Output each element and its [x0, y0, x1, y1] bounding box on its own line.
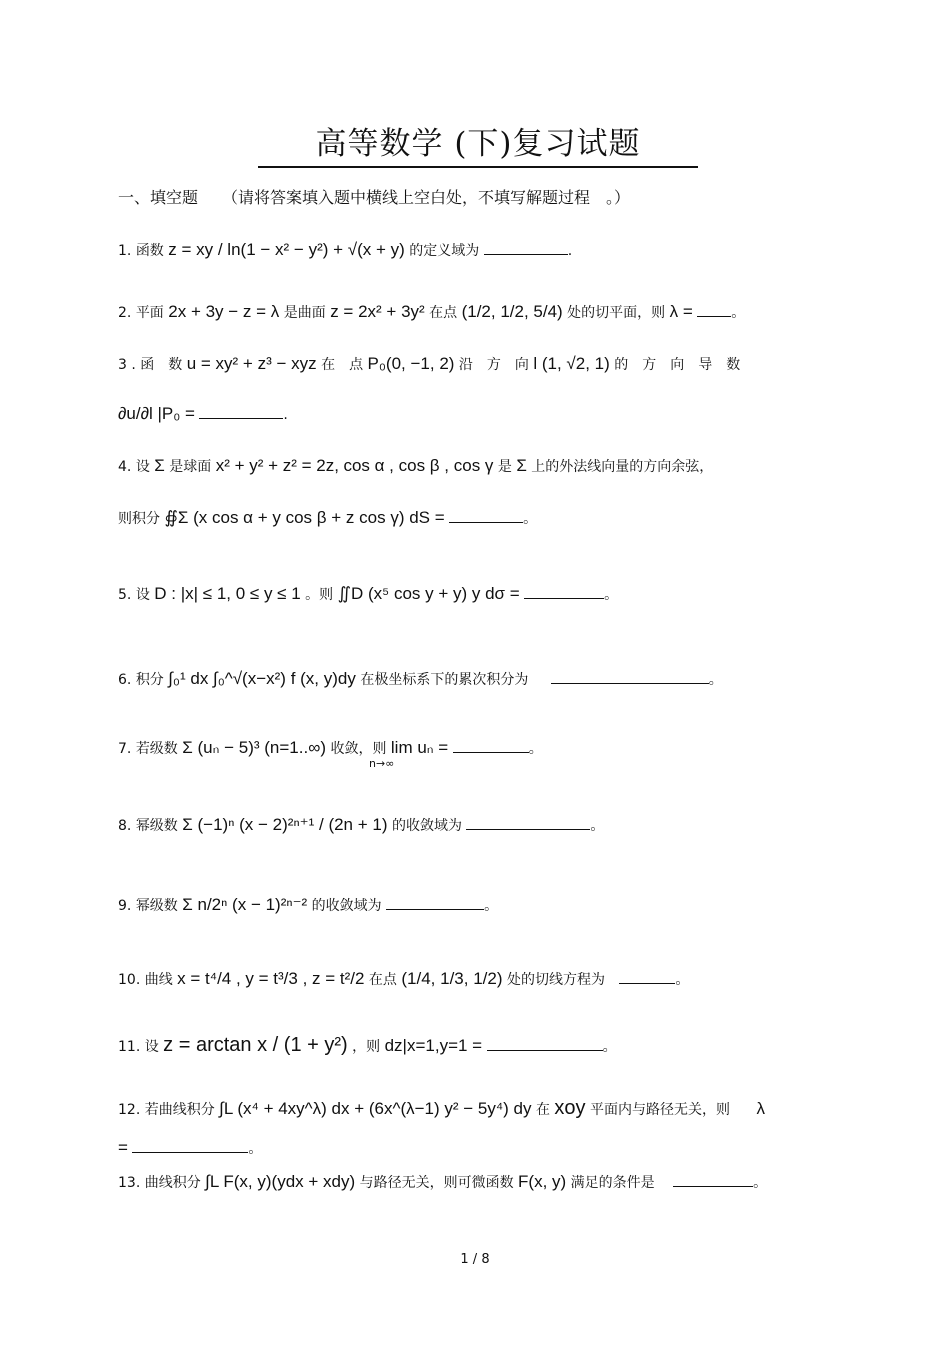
question-8	[118, 813, 604, 838]
answer-blank[interactable]	[619, 969, 675, 984]
page-title: 高等数学 (下)复习试题	[258, 122, 698, 168]
punctuation: 。	[675, 972, 690, 988]
punctuation: 。	[753, 1175, 768, 1191]
question-13	[118, 1170, 767, 1195]
question-text: 在极坐标系下的累次积分为	[360, 672, 529, 688]
question-text: 在 点	[321, 357, 364, 373]
math-symbol: =	[118, 1138, 128, 1157]
question-4-continued	[118, 506, 537, 531]
punctuation: 。	[590, 818, 605, 834]
question-text: 在	[535, 1102, 550, 1118]
question-text: 若级数	[135, 741, 178, 757]
question-text: 处的切平面，则	[567, 305, 666, 321]
math-integral: ∫L F(x, y)(ydx + xdy)	[205, 1172, 356, 1191]
math-vector: l (1, √2, 1)	[533, 354, 610, 373]
question-text: 与路径无关，则可微函数	[359, 1175, 514, 1191]
question-11	[118, 1033, 617, 1059]
math-domain: D : |x| ≤ 1, 0 ≤ y ≤ 1	[154, 584, 301, 603]
math-expression: z = xy / ln(1 − x² − y²) + √(x + y)	[168, 240, 405, 259]
punctuation: 。	[604, 587, 619, 603]
punctuation: 。	[731, 305, 746, 321]
punctuation: 。	[523, 511, 538, 527]
question-text: 幂级数	[135, 898, 178, 914]
question-5	[118, 582, 618, 607]
answer-blank[interactable]	[453, 738, 529, 753]
question-number: 11.	[118, 1039, 141, 1055]
math-symbol: λ	[756, 1099, 765, 1118]
punctuation: 。	[484, 898, 499, 914]
question-number: 13.	[118, 1175, 141, 1191]
math-point: (1/4, 1/3, 1/2)	[401, 969, 503, 988]
math-expression: 2x + 3y − z = λ	[168, 302, 280, 321]
answer-blank[interactable]	[386, 895, 484, 910]
math-limit: lim uₙ =	[390, 738, 449, 757]
math-integral: ∯Σ (x cos α + y cos β + z cos γ) dS =	[164, 508, 445, 527]
question-number: 1.	[118, 243, 132, 259]
question-number: 10.	[118, 972, 141, 988]
question-text: 若曲线积分	[144, 1102, 215, 1118]
question-text: 沿 方 向	[458, 357, 529, 373]
question-10	[118, 967, 689, 992]
answer-blank[interactable]	[551, 669, 709, 684]
section-title: 一、填空题	[118, 188, 199, 207]
section-heading	[118, 185, 630, 208]
limit-subscript	[369, 752, 394, 776]
question-text: 设	[135, 587, 150, 603]
sigma-symbol: Σ	[154, 456, 165, 475]
question-text: ，则	[352, 1039, 381, 1055]
question-text: 收敛，则	[330, 741, 387, 757]
math-series: Σ (uₙ − 5)³ (n=1..∞)	[182, 738, 326, 757]
math-expression: λ =	[669, 302, 693, 321]
question-text: 设	[135, 459, 150, 475]
question-text: 函数	[135, 243, 164, 259]
question-text: 的收敛域为	[391, 818, 462, 834]
punctuation: .	[283, 407, 288, 423]
math-expression: u = xy² + z³ − xyz	[186, 354, 317, 373]
math-expression: z = 2x² + 3y²	[330, 302, 425, 321]
question-6	[118, 667, 723, 692]
question-text: 在点	[429, 305, 458, 321]
question-2	[118, 300, 745, 325]
question-3	[118, 352, 740, 377]
math-expression: x² + y² + z² = 2z,	[215, 456, 339, 475]
question-number: 9.	[118, 898, 132, 914]
section-note: （请将答案填入题中横线上空白处，不填写解题过程 。）	[222, 188, 631, 207]
math-series: Σ (−1)ⁿ (x − 2)²ⁿ⁺¹ / (2n + 1)	[182, 815, 388, 834]
math-expression: ∂u/∂l |P₀ =	[118, 404, 195, 423]
answer-blank[interactable]	[697, 302, 731, 317]
question-7	[118, 736, 543, 761]
question-text: 平面内与路径无关，则	[590, 1102, 730, 1118]
question-9	[118, 893, 498, 918]
sigma-symbol: Σ	[516, 456, 527, 475]
punctuation: 。	[602, 1039, 617, 1055]
question-text: 的 方 向 导 数	[614, 357, 741, 373]
question-text: 满足的条件是	[570, 1175, 655, 1191]
answer-blank[interactable]	[449, 508, 523, 523]
question-text: 设	[144, 1039, 159, 1055]
math-plane: xoy	[554, 1097, 586, 1119]
question-text: 是曲面	[283, 305, 326, 321]
math-point: P₀(0, −1, 2)	[367, 354, 455, 373]
question-number: 4.	[118, 459, 132, 475]
question-text: 的定义域为	[409, 243, 480, 259]
answer-blank[interactable]	[132, 1138, 248, 1153]
question-text: 幂级数	[135, 818, 178, 834]
question-number: 2.	[118, 305, 132, 321]
answer-blank[interactable]	[487, 1036, 603, 1051]
question-number: 5.	[118, 587, 132, 603]
question-12	[118, 1096, 765, 1122]
math-expression: cos α , cos β , cos γ	[343, 456, 494, 475]
math-function: F(x, y)	[518, 1172, 567, 1191]
answer-blank[interactable]	[524, 584, 604, 599]
question-text: 在点	[368, 972, 397, 988]
answer-blank[interactable]	[484, 240, 568, 255]
question-1	[118, 238, 572, 263]
question-text: 上的外法线向量的方向余弦，	[531, 459, 714, 475]
page-number: 1 / 8	[460, 1252, 490, 1267]
math-point: (1/2, 1/2, 5/4)	[461, 302, 563, 321]
question-number: 12.	[118, 1102, 141, 1118]
question-text: 函 数	[140, 357, 183, 373]
punctuation: .	[567, 243, 573, 259]
question-4	[118, 454, 713, 479]
question-text: 的收敛域为	[311, 898, 382, 914]
limit-subscript-text: n→∞	[369, 757, 395, 770]
punctuation: 。	[528, 741, 543, 757]
math-series: Σ n/2ⁿ (x − 1)²ⁿ⁻²	[182, 895, 308, 914]
question-3-continued	[118, 402, 288, 427]
math-curve: x = t⁴/4 , y = t³/3 , z = t²/2	[177, 969, 365, 988]
question-text: 则积分	[118, 511, 160, 527]
answer-blank[interactable]	[199, 404, 283, 419]
question-text: 处的切线方程为	[506, 972, 605, 988]
math-function: z = arctan x / (1 + y²)	[163, 1034, 348, 1056]
punctuation: 。	[708, 672, 723, 688]
punctuation: 。	[248, 1141, 263, 1157]
answer-blank[interactable]	[673, 1172, 753, 1187]
question-text: 。则	[305, 587, 334, 603]
question-text: 是球面	[169, 459, 212, 475]
question-number: 6.	[118, 672, 132, 688]
answer-blank[interactable]	[466, 815, 590, 830]
question-text: 是	[497, 459, 512, 475]
math-integral: ∫L (x⁴ + 4xy^λ) dx + (6x^(λ−1) y² − 5y⁴) dy	[219, 1099, 532, 1118]
question-text: 平面	[135, 305, 164, 321]
math-integral: ∬D (x⁵ cos y + y) y dσ =	[337, 584, 520, 603]
question-number: 3 .	[118, 357, 136, 373]
question-number: 8.	[118, 818, 132, 834]
question-text: 积分	[135, 672, 164, 688]
math-differential: dz|x=1,y=1 =	[384, 1036, 483, 1055]
question-12-continued	[118, 1136, 262, 1161]
math-integral: ∫₀¹ dx ∫₀^√(x−x²) f (x, y)dy	[168, 669, 356, 688]
question-number: 7.	[118, 741, 132, 757]
question-text: 曲线	[144, 972, 173, 988]
question-text: 曲线积分	[144, 1175, 201, 1191]
